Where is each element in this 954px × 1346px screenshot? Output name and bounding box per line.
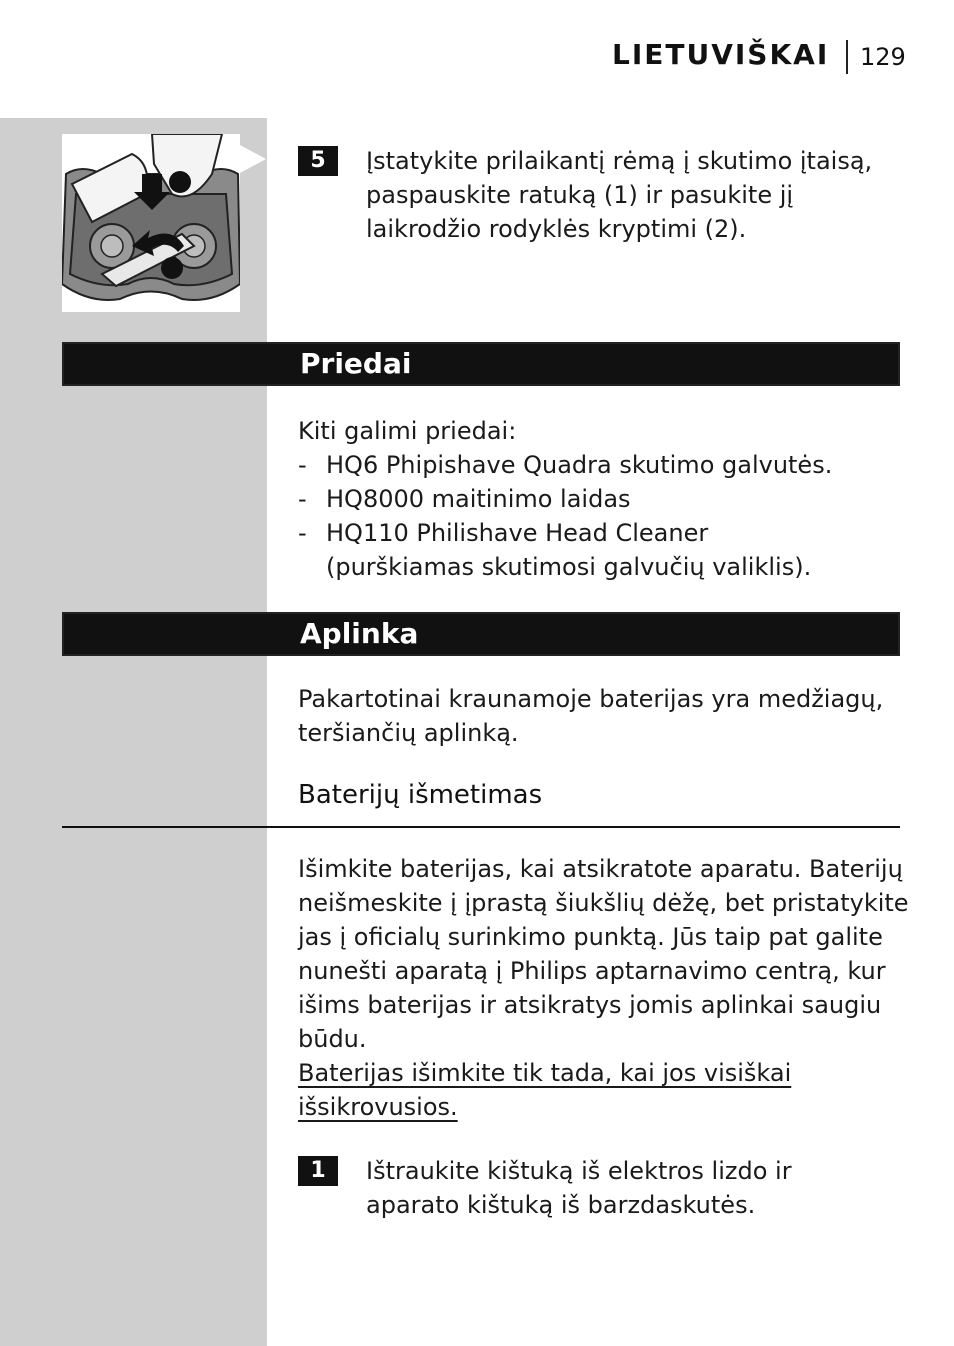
accessories-intro: Kiti galimi priedai: xyxy=(298,417,517,445)
page-number: 129 xyxy=(846,40,906,74)
shaver-head-drawing xyxy=(62,134,240,312)
label-marker-2 xyxy=(161,257,183,279)
shaver-head-illustration xyxy=(62,134,240,312)
step-line: paspauskite ratuką (1) ir pasukite jį xyxy=(366,181,794,209)
section-bar-priedai xyxy=(62,342,900,386)
list-item-continuation: (purškiamas skutimosi galvučių valiklis). xyxy=(326,553,812,581)
underlined-line: išsikrovusios. xyxy=(298,1093,458,1121)
step-text xyxy=(366,144,898,246)
label-marker-1 xyxy=(169,171,191,193)
section-bar-aplinka xyxy=(62,612,900,656)
paragraph-line: jas į oficialų surinkimo punktą. Jūs taip pat galite xyxy=(298,923,883,951)
paragraph-line: Pakartotinai kraunamoje baterijas yra medžiagų, xyxy=(298,685,884,713)
paragraph-line: neišmeskite į įprastą šiukšlių dėžę, bet pristatykite xyxy=(298,889,909,917)
step-line: Ištraukite kištuką iš elektros lizdo ir xyxy=(366,1157,792,1185)
paragraph-line: nunešti aparatą į Philips aptarnavimo centrą, kur xyxy=(298,957,886,985)
subheading-battery-disposal: Baterijų išmetimas xyxy=(298,780,543,810)
step-number-badge: 5 xyxy=(298,146,338,176)
underlined-line: Baterijas išimkite tik tada, kai jos visiškai xyxy=(298,1059,792,1087)
paragraph-line: teršiančių aplinką. xyxy=(298,719,519,747)
step-line: Įstatykite prilaikantį rėmą į skutimo įtaisą, xyxy=(366,147,873,175)
paragraph-line: Išimkite baterijas, kai atsikratote aparatu. Baterijų xyxy=(298,855,903,883)
list-item: - HQ8000 maitinimo laidas xyxy=(298,485,631,513)
step-line: aparato kištuką iš barzdaskutės. xyxy=(366,1191,756,1219)
page-header-title: LIETUVIŠKAI xyxy=(612,38,830,71)
step-1 xyxy=(298,1154,898,1222)
environment-block xyxy=(298,682,898,750)
step-5 xyxy=(298,144,898,246)
subheading-rule xyxy=(62,826,900,828)
accessories-block xyxy=(298,414,898,584)
section-title: Priedai xyxy=(300,347,412,380)
step-text xyxy=(366,1154,898,1222)
paragraph-line: būdu. xyxy=(298,1025,367,1053)
step-number-badge: 1 xyxy=(298,1156,338,1186)
step-line: laikrodžio rodyklės kryptimi (2). xyxy=(366,215,747,243)
paragraph-line: išims baterijas ir atsikratys jomis aplinkai saugiu xyxy=(298,991,882,1019)
list-item: - HQ110 Philishave Head Cleaner xyxy=(298,519,709,547)
callout-pointer xyxy=(240,145,266,173)
section-title: Aplinka xyxy=(300,617,419,650)
battery-disposal-block xyxy=(298,852,909,1124)
list-item: - HQ6 Phipishave Quadra skutimo galvutės. xyxy=(298,451,833,479)
